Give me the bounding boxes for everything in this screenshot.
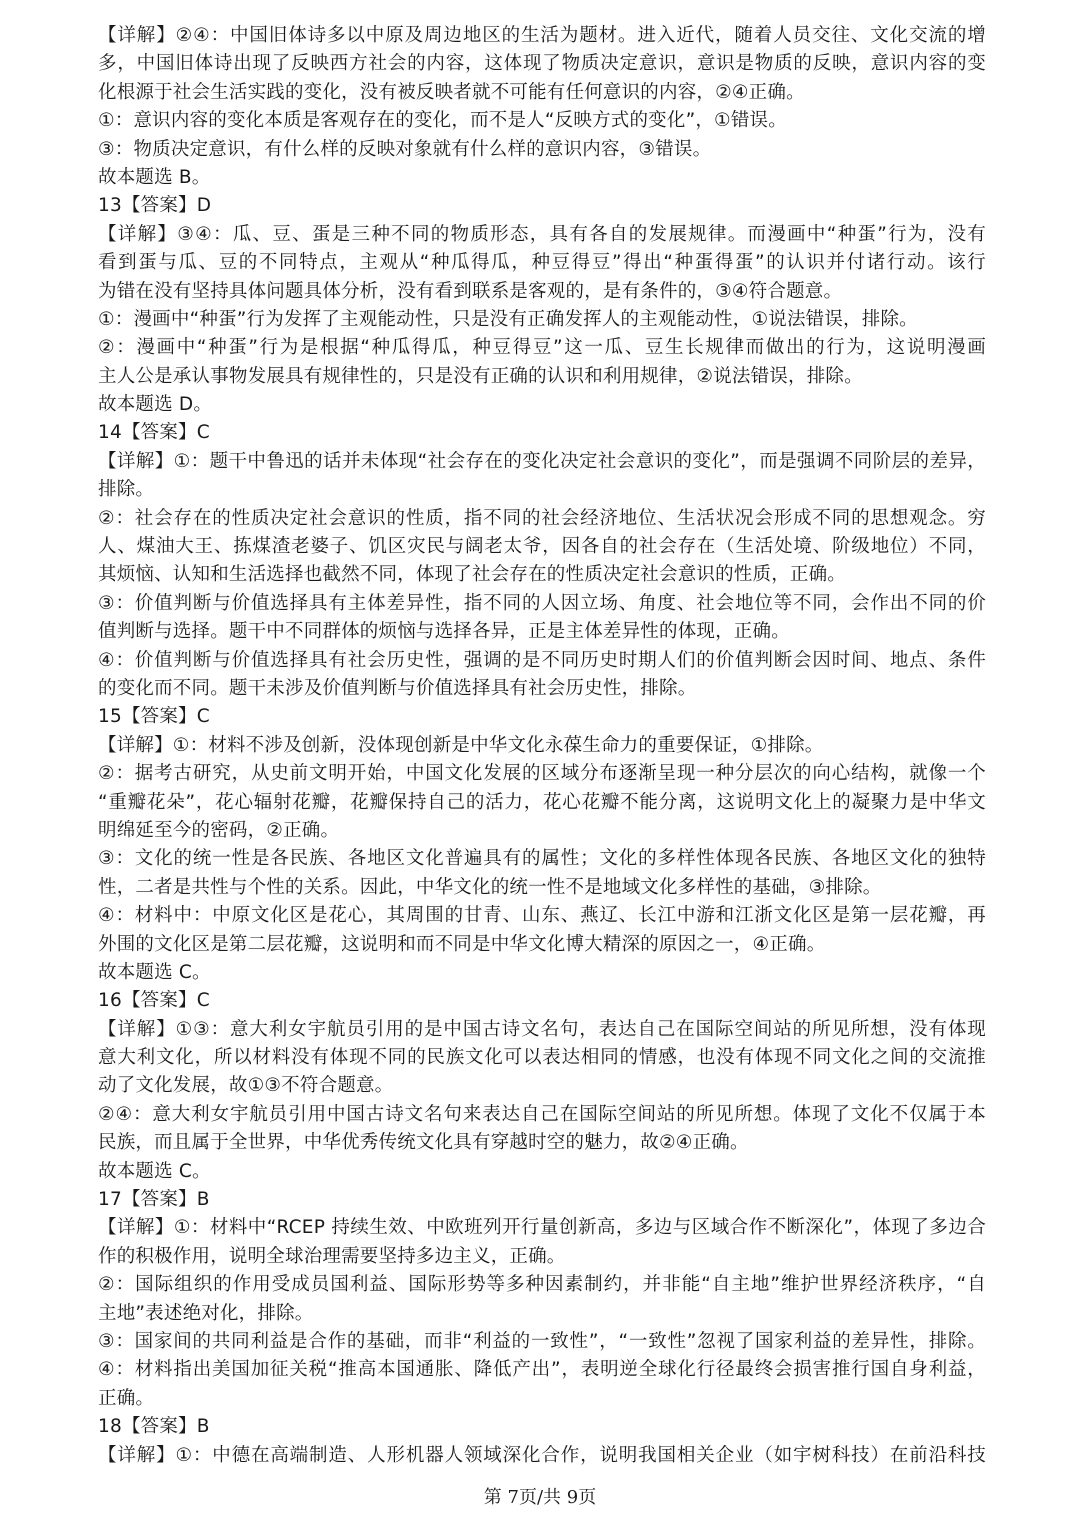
text-line: ④：价值判断与价值选择具有社会历史性，强调的是不同历史时期人们的价值判断会因时间、地点、条件 <box>98 649 986 671</box>
text-line: 故本题选 D。 <box>98 394 213 416</box>
answer-heading: 15【答案】C <box>98 706 210 728</box>
text-line: “重瓣花朵”，花心辐射花瓣，花瓣保持自己的活力，花心花瓣不能分离，这说明文化上的凝聚力是中华文 <box>98 791 986 813</box>
text-line: 故本题选 B。 <box>98 166 211 188</box>
text-lines <box>98 22 986 1470</box>
text-line: ④：材料中：中原文化区是花心，其周围的甘青、山东、燕辽、长江中游和江浙文化区是第一层花瓣，再 <box>98 905 986 927</box>
text-line: 【详解】①：中德在高端制造、人形机器人领域深化合作，说明我国相关企业（如宇树科技）在前沿科技 <box>98 1444 986 1466</box>
text-line: 【详解】①：材料不涉及创新，没体现创新是中华文化永葆生命力的重要保证，①排除。 <box>98 734 824 756</box>
text-line: ①：意识内容的变化本质是客观存在的变化，而不是人“反映方式的变化”，①错误。 <box>98 110 787 132</box>
answer-heading: 16【答案】C <box>98 990 210 1012</box>
text-line: 意大利文化，所以材料没有体现不同的民族文化可以表达相同的情感，也没有体现不同文化之间的交流推 <box>98 1047 986 1069</box>
text-line: ③：文化的统一性是各民族、各地区文化普遍具有的属性；文化的多样性体现各民族、各地区文化的独特 <box>98 848 986 870</box>
text-line: 的变化而不同。题干未涉及价值判断与价值选择具有社会历史性，排除。 <box>98 677 697 699</box>
text-line: ③：国家间的共同利益是合作的基础，而非“利益的一致性”，“一致性”忽视了国家利益的差异性，排除。 <box>98 1330 986 1352</box>
text-line: ②④：意大利女宇航员引用中国古诗文名句来表达自己在国际空间站的所见所想。体现了文化不仅属于本 <box>98 1103 986 1125</box>
answer-heading: 14【答案】C <box>98 422 210 444</box>
answer-heading: 13【答案】D <box>98 195 212 217</box>
text-line: 故本题选 C。 <box>98 1160 211 1182</box>
text-line: 为错在没有坚持具体问题具体分析，没有看到联系是客观的，是有条件的，③④符合题意。 <box>98 280 843 302</box>
text-line: 值判断与选择。题干中不同群体的烦恼与选择各异，正是主体差异性的体现，正确。 <box>98 621 790 643</box>
answer-heading: 17【答案】B <box>98 1189 210 1211</box>
text-line: ③：价值判断与价值选择具有主体差异性，指不同的人因立场、角度、社会地位等不同，会作出不同的价 <box>98 592 986 614</box>
text-line: 【详解】①③：意大利女宇航员引用的是中国古诗文名句，表达自己在国际空间站的所见所想，没有体现 <box>98 1018 986 1040</box>
text-line: 化根源于社会生活实践的变化，没有被反映者就不可能有任何意识的内容，②④正确。 <box>98 81 805 103</box>
answer-heading: 18【答案】B <box>98 1416 210 1438</box>
text-line: 作的积极作用，说明全球治理需要坚持多边主义，正确。 <box>98 1245 566 1267</box>
text-line: 【详解】③④：瓜、豆、蛋是三种不同的物质形态，具有各自的发展规律。而漫画中“种蛋”行为，没有 <box>98 223 986 245</box>
text-line: 多，中国旧体诗出现了反映西方社会的内容，这体现了物质决定意识，意识是物质的反映，意识内容的变 <box>98 53 986 75</box>
text-line: 看到蛋与瓜、豆的不同特点，主观从“种瓜得瓜，种豆得豆”得出“种蛋得蛋”的认识并付诸行动。该行 <box>98 252 986 274</box>
page-footer: 第 7页/共 9页 <box>483 1487 597 1508</box>
text-line: 主人公是承认事物发展具有规律性的，只是没有正确的认识和利用规律，②说法错误，排除。 <box>98 365 863 387</box>
text-line: ①：漫画中“种蛋”行为发挥了主观能动性，只是没有正确发挥人的主观能动性，①说法错误，排除。 <box>98 308 918 330</box>
text-line: 人、煤油大王、拣煤渣老婆子、饥区灾民与阔老太爷，因各自的社会存在（生活处境、阶级地位）不同， <box>98 536 986 558</box>
document-body <box>98 22 986 1470</box>
text-line: 主地”表述绝对化，排除。 <box>98 1302 314 1324</box>
text-line: 性，二者是共性与个性的关系。因此，中华文化的统一性不是地域文化多样性的基础，③排除。 <box>98 876 882 898</box>
text-line: 正确。 <box>98 1387 155 1409</box>
text-line: 【详解】①：材料中“RCEP 持续生效、中欧班列开行量创新高，多边与区域合作不断深化”，体现了多边合 <box>98 1217 986 1239</box>
text-line: ③：物质决定意识，有什么样的反映对象就有什么样的意识内容，③错误。 <box>98 138 712 160</box>
text-line: ④：材料指出美国加征关税“推高本国通胀、降低产出”，表明逆全球化行径最终会损害推行国自身利益， <box>98 1359 986 1381</box>
text-line: ②：据考古研究，从史前文明开始，中国文化发展的区域分布逐渐呈现一种分层次的向心结构，就像一个 <box>98 763 986 785</box>
text-line: 动了文化发展，故①③不符合题意。 <box>98 1075 394 1097</box>
text-line: ②：社会存在的性质决定社会意识的性质，指不同的社会经济地位、生活状况会形成不同的思想观念。穷 <box>98 507 986 529</box>
text-line: 【详解】①：题干中鲁迅的话并未体现“社会存在的变化决定社会意识的变化”，而是强调不同阶层的差异， <box>98 450 986 472</box>
text-line: 故本题选 C。 <box>98 961 211 983</box>
text-line: ②：漫画中“种蛋”行为是根据“种瓜得瓜，种豆得豆”这一瓜、豆生长规律而做出的行为，这说明漫画 <box>98 337 986 359</box>
text-line: 【详解】②④：中国旧体诗多以中原及周边地区的生活为题材。进入近代，随着人员交往、文化交流的增 <box>98 25 986 46</box>
text-line: 排除。 <box>98 479 155 501</box>
text-line: 明绵延至今的密码，②正确。 <box>98 819 340 841</box>
text-line: 民族，而且属于全世界，中华优秀传统文化具有穿越时空的魅力，故②④正确。 <box>98 1132 749 1154</box>
text-line: 其烦恼、认知和生活选择也截然不同，体现了社会存在的性质决定社会意识的性质，正确。 <box>98 564 847 586</box>
text-line: ②：国际组织的作用受成员国利益、国际形势等多种因素制约，并非能“自主地”维护世界经济秩序，“自 <box>98 1274 986 1296</box>
text-line: 外围的文化区是第二层花瓣，这说明和而不同是中华文化博大精深的原因之一，④正确。 <box>98 933 826 955</box>
